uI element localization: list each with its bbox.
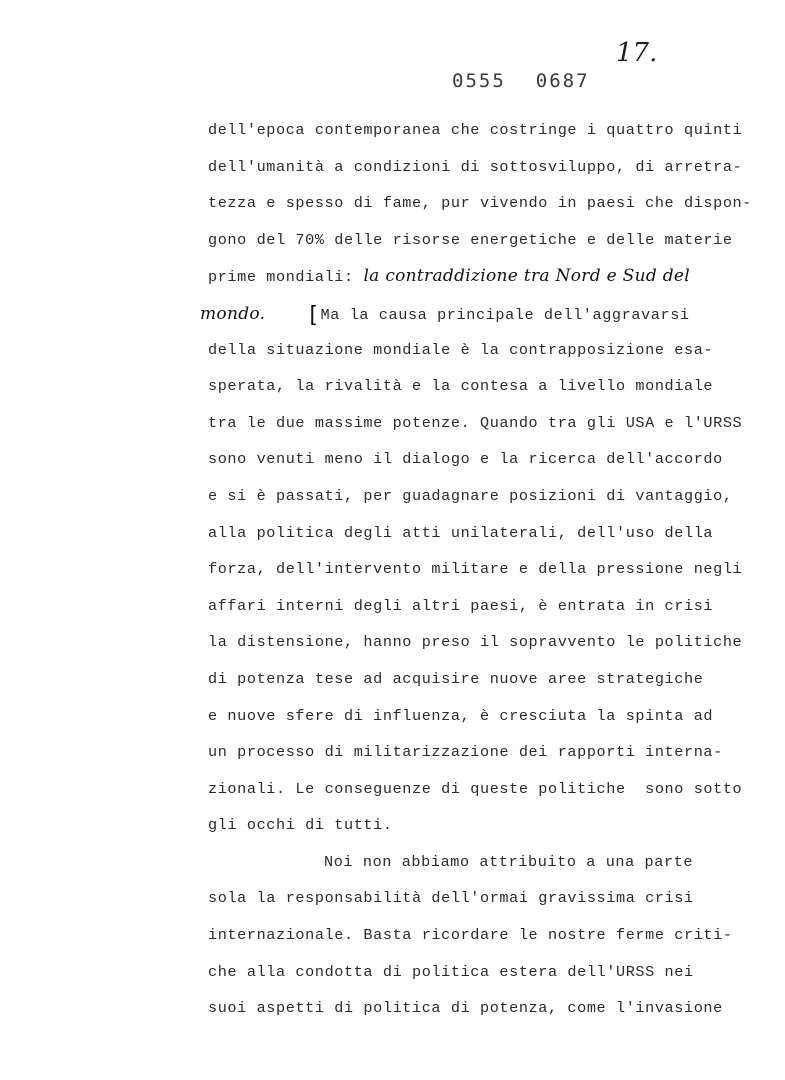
archive-page-number — [452, 70, 590, 92]
text-line: che alla condotta di politica estera dell'URSS nei — [208, 962, 694, 981]
text-line: affari interni degli altri paesi, è entrata in crisi — [208, 596, 714, 615]
text-line: la distensione, hanno preso il sopravvento le politiche — [208, 633, 743, 652]
handwritten-annotation: la contraddizione tra Nord e Sud del — [363, 266, 690, 287]
typed-fragment: prime mondiali: — [208, 268, 364, 287]
text-line: e nuove sfere di influenza, è cresciuta la spinta ad — [208, 706, 714, 725]
text-line: gono del 70% delle risorse energetiche e delle materie — [208, 230, 733, 249]
insertion-bracket: [ — [309, 302, 319, 328]
typed-fragment: Ma la causa principale dell'aggravarsi — [320, 305, 690, 324]
text-line: dell'umanità a condizioni di sottosviluppo, di arretra- — [208, 157, 743, 176]
text-line-with-annotation — [208, 258, 768, 295]
text-line: un processo di militarizzazione dei rapporti interna- — [208, 743, 723, 762]
text-line: alla politica degli atti unilaterali, dell'uso della — [208, 523, 714, 542]
text-line-with-annotation — [200, 295, 768, 332]
handwritten-annotation-end: mondo. — [200, 303, 266, 324]
archive-code-a: 0555 — [452, 70, 506, 92]
text-line: e si è passati, per guadagnare posizioni di vantaggio, — [208, 486, 733, 505]
typed-body-text — [200, 112, 768, 1027]
text-line: della situazione mondiale è la contrapposizione esa- — [208, 340, 714, 359]
paragraph-start-line: Noi non abbiamo attribuito a una parte — [324, 852, 694, 871]
text-line: di potenza tese ad acquisire nuove aree strategiche — [208, 669, 704, 688]
text-line: suoi aspetti di politica di potenza, come l'invasione — [208, 999, 723, 1018]
archive-code-b: 0687 — [535, 70, 590, 92]
text-line: tezza e spesso di fame, pur vivendo in paesi che dispon- — [208, 194, 752, 213]
text-line: dell'epoca contemporanea che costringe i quattro quinti — [208, 121, 743, 139]
text-line: sono venuti meno il dialogo e la ricerca dell'accordo — [208, 450, 723, 469]
text-line: zionali. Le conseguenze di queste politiche sono sotto — [208, 779, 743, 798]
text-line: forza, dell'intervento militare e della pressione negli — [208, 560, 743, 579]
text-line: internazionale. Basta ricordare le nostre ferme criti- — [208, 926, 733, 945]
handwritten-sheet-number: 17. — [616, 38, 658, 68]
text-line: sperata, la rivalità e la contesa a livello mondiale — [208, 377, 714, 396]
text-line: sola la responsabilità dell'ormai gravissima crisi — [208, 889, 694, 908]
text-line: gli occhi di tutti. — [208, 816, 393, 835]
text-line: tra le due massime potenze. Quando tra gli USA e l'URSS — [208, 413, 743, 432]
